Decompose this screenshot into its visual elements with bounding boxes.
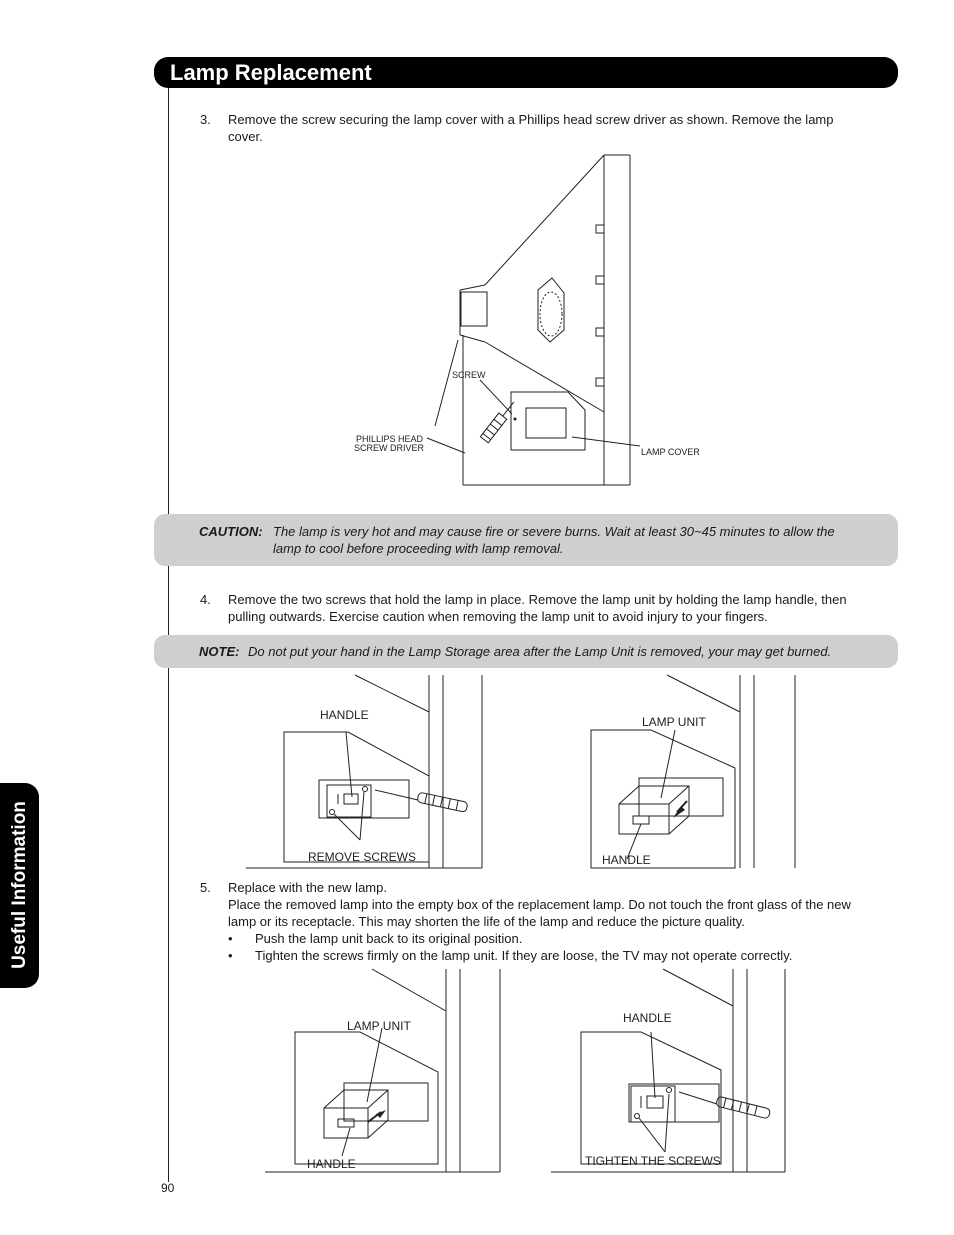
figure-tighten-screws <box>545 966 795 1178</box>
bullet-text: Push the lamp unit back to its original position. <box>255 931 523 946</box>
note-label: NOTE: <box>199 644 240 659</box>
step-text-line: Place the removed lamp into the empty box of the replacement lamp. Do not touch the front glass of the new <box>228 897 851 912</box>
figure-lamp-unit-in <box>262 966 507 1178</box>
remove-screws-label: REMOVE SCREWS <box>308 850 417 864</box>
title-bar <box>154 57 898 88</box>
lamp-cover-label: LAMP COVER <box>641 447 700 457</box>
step-text-line: Remove the screw securing the lamp cover with a Phillips head screw driver as shown. Remove the lamp <box>228 112 834 127</box>
step-text-line: lamp or its receptacle. This may shorten the life of the lamp and reduce the picture quality. <box>228 914 745 929</box>
step-text-line: cover. <box>228 129 263 144</box>
page-title: Lamp Replacement <box>170 60 372 85</box>
lamp-unit-label: LAMP UNIT <box>642 715 706 729</box>
note-box <box>154 635 898 668</box>
step-text-line: Remove the two screws that hold the lamp in place. Remove the lamp unit by holding the lamp handle, then <box>228 592 847 607</box>
driver-label: SCREW DRIVER <box>354 443 425 453</box>
bullet-mark: • <box>228 931 233 946</box>
section-tab-label: Useful Information <box>9 801 30 969</box>
page-number: 90 <box>161 1181 175 1195</box>
screw-label: SCREW <box>452 370 486 380</box>
driver-label: PHILLIPS HEAD <box>356 434 424 444</box>
figure-remove-screws <box>240 672 490 872</box>
figure-lamp-cover <box>340 150 720 495</box>
lamp-unit-label: LAMP UNIT <box>347 1019 411 1033</box>
figure-lamp-unit-out <box>555 672 805 872</box>
step-number: 5. <box>200 880 211 895</box>
handle-label: HANDLE <box>307 1157 356 1171</box>
step-text-line: Replace with the new lamp. <box>228 880 387 895</box>
step-number: 4. <box>200 592 211 607</box>
caution-text: lamp to cool before proceeding with lamp removal. <box>273 541 564 556</box>
bullet-text: Tighten the screws firmly on the lamp unit. If they are loose, the TV may not operate correctly. <box>255 948 793 963</box>
tighten-screws-label: TIGHTEN THE SCREWS <box>585 1154 721 1168</box>
handle-label: HANDLE <box>320 708 369 722</box>
step-number: 3. <box>200 112 211 127</box>
step-5 <box>200 879 900 965</box>
caution-text: The lamp is very hot and may cause fire or severe burns. Wait at least 30~45 minutes to allow the <box>273 524 835 539</box>
caution-box <box>154 514 898 566</box>
step-3 <box>200 111 900 147</box>
section-tab <box>0 783 39 988</box>
caution-label: CAUTION: <box>199 524 263 539</box>
step-4 <box>200 591 900 627</box>
margin-rule <box>168 72 169 1182</box>
handle-label: HANDLE <box>602 853 651 867</box>
step-text-line: pulling outwards. Exercise caution when removing the lamp unit to avoid injury to your fingers. <box>228 609 768 624</box>
handle-label: HANDLE <box>623 1011 672 1025</box>
note-text: Do not put your hand in the Lamp Storage area after the Lamp Unit is removed, your may get burned. <box>248 644 832 659</box>
bullet-mark: • <box>228 948 233 963</box>
